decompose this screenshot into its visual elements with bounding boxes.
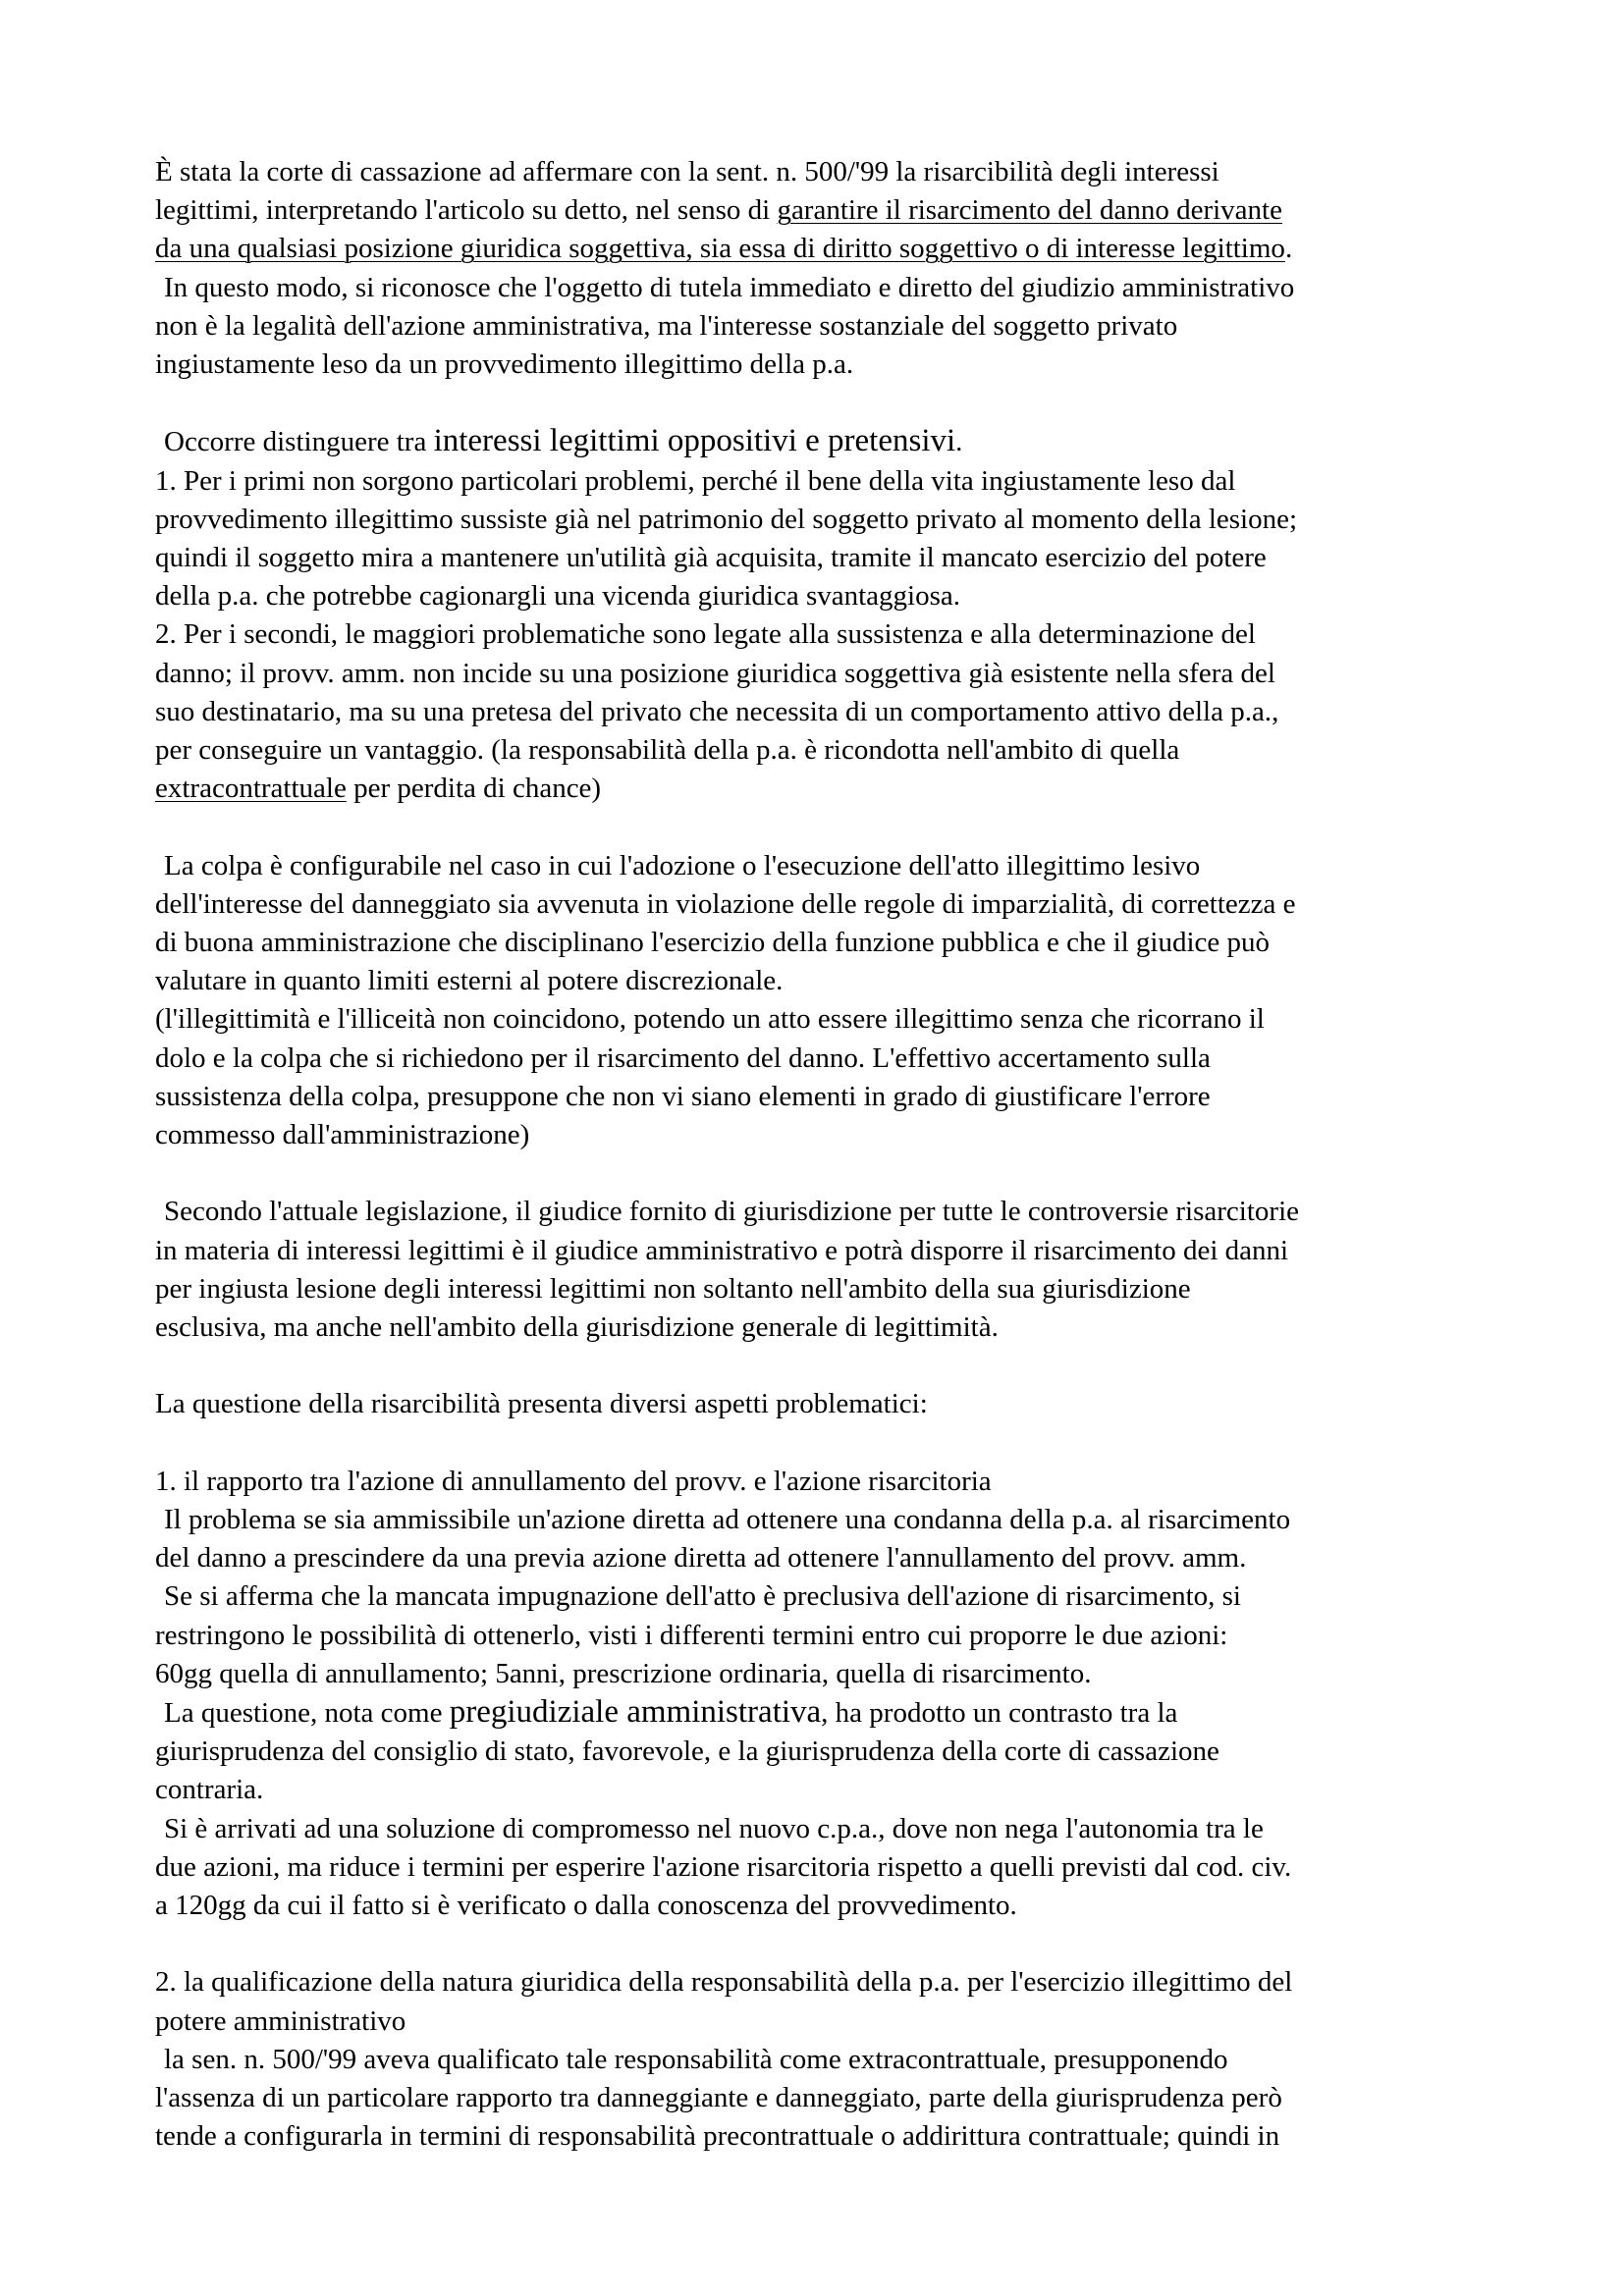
text-line: Si è arrivati ad una soluzione di compromesso nel nuovo c.p.a., dove non nega l'autonomia tra le [164, 1812, 1264, 1844]
paragraph-responsabilita [155, 1963, 1477, 2156]
text-line: valutare in quanto limiti esterni al potere discrezionale. [155, 965, 784, 997]
text-line [155, 230, 1477, 268]
text-line: l'assenza di un particolare rapporto tra danneggiante e danneggiato, parte della giurisprudenza però [155, 2082, 1282, 2114]
paragraph-spacer [155, 1347, 1477, 1385]
text-line: suo destinatario, ma su una pretesa del privato che necessita di un comportamento attivo della p.a., [155, 695, 1279, 727]
paragraph-cassazione [155, 153, 1477, 384]
text-line: provvedimento illegittimo sussiste già nel patrimonio del soggetto privato al momento della lesione; [155, 503, 1298, 535]
text-line: sussistenza della colpa, presuppone che non vi siano elementi in grado di giustificare l'errore [155, 1080, 1211, 1112]
paragraph-spacer [155, 1925, 1477, 1963]
emphasized-text: interessi legittimi oppositivi e pretensivi [433, 423, 956, 459]
text-line: 2. la qualificazione della natura giuridica della responsabilità della p.a. per l'esercizio illegittimo del [155, 1966, 1293, 1999]
text-line: 1. Per i primi non sorgono particolari problemi, perché il bene della vita ingiustamente leso dal [155, 464, 1236, 497]
text-line [155, 191, 1477, 230]
text-run: , ha prodotto un contrasto tra la [821, 1697, 1178, 1730]
text-line: due azioni, ma riduce i termini per esperire l'azione risarcitoria rispetto a quelli previsti dal cod. civ. [155, 1850, 1292, 1883]
paragraph-giurisdizione [155, 1193, 1477, 1347]
text-line: per conseguire un vantaggio. (la responsabilità della p.a. è ricondotta nell'ambito di quella [155, 734, 1180, 767]
text-line: Il problema se sia ammissibile un'azione diretta ad ottenere una condanna della p.a. al risarcimento [164, 1504, 1291, 1536]
text-line: La questione della risarcibilità presenta diversi aspetti problematici: [155, 1388, 928, 1420]
text-line: ingiustamente leso da un provvedimento illegittimo della p.a. [155, 348, 854, 381]
text-line: La colpa è configurabile nel caso in cui l'adozione o l'esecuzione dell'atto illegittimo lesivo [164, 849, 1201, 881]
text-line: 1. il rapporto tra l'azione di annullamento del provv. e l'azione risarcitoria [155, 1465, 992, 1497]
paragraph-pregiudiziale [155, 1463, 1477, 1925]
text-line: a 120gg da cui il fatto si è verificato o dalla conoscenza del provvedimento. [155, 1890, 1017, 1922]
underlined-text: garantire il risarcimento del danno derivante [777, 194, 1282, 227]
text-line: giurisprudenza del consiglio di stato, favorevole, e la giurisprudenza della corte di cassazione [155, 1735, 1219, 1768]
paragraph-spacer [155, 384, 1477, 422]
document-body [155, 153, 1477, 2156]
text-line: Se si afferma che la mancata impugnazione dell'atto è preclusiva dell'azione di risarcimento, si [164, 1580, 1241, 1613]
text-line: in materia di interessi legittimi è il giudice amministrativo e potrà disporre il risarcimento dei danni [155, 1234, 1289, 1266]
text-line: tende a configurarla in termini di responsabilità precontrattuale o addirittura contrattuale; quindi in [155, 2120, 1280, 2153]
text-line: contraria. [155, 1774, 264, 1806]
underlined-text: extracontrattuale [155, 773, 347, 805]
text-run: per perdita di chance) [346, 773, 602, 805]
paragraph-spacer [155, 808, 1477, 846]
text-line: Secondo l'attuale legislazione, il giudice fornito di giurisdizione per tutte le controversie risarcitorie [164, 1196, 1299, 1228]
text-line: della p.a. che potrebbe cagionargli una vicenda giuridica svantaggiosa. [155, 580, 961, 613]
text-line: 2. Per i secondi, le maggiori problematiche sono legate alla sussistenza e alla determinazione del [155, 618, 1256, 651]
text-run: legittimi, interpretando l'articolo su detto, nel senso di [155, 194, 778, 227]
emphasized-text: pregiudiziale amministrativa [449, 1694, 822, 1731]
text-line [155, 1693, 1477, 1733]
text-line: di buona amministrazione che disciplinano l'esercizio della funzione pubblica e che il giudice può [155, 927, 1271, 959]
text-line: potere amministrativo [155, 2004, 406, 2037]
paragraph-interessi [155, 422, 1477, 808]
paragraph-spacer [155, 1424, 1477, 1463]
text-line: (l'illegittimità e l'illiceità non coincidono, potendo un atto essere illegittimo senza che ricorrano il [155, 1003, 1265, 1036]
paragraph-questione [155, 1385, 1477, 1423]
text-line: È stata la corte di cassazione ad affermare con la sent. n. 500/'99 la risarcibilità degli interessi [155, 156, 1219, 187]
text-run: La questione, nota come [164, 1697, 450, 1730]
text-line: 60gg quella di annullamento; 5anni, prescrizione ordinaria, quella di risarcimento. [155, 1657, 1092, 1689]
text-line: In questo modo, si riconosce che l'oggetto di tutela immediato e diretto del giudizio amministrativo [164, 271, 1295, 303]
text-run: . [955, 426, 963, 458]
text-line: dell'interesse del danneggiato sia avvenuta in violazione delle regole di imparzialità, di correttezza e [155, 887, 1296, 920]
text-line: esclusiva, ma anche nell'ambito della giurisdizione generale di legittimità. [155, 1311, 999, 1344]
text-line: per ingiusta lesione degli interessi legittimi non soltanto nell'ambito della sua giurisdizione [155, 1272, 1191, 1305]
text-line: commesso dall'amministrazione) [155, 1119, 530, 1151]
text-line [155, 422, 1477, 461]
text-line: restringono le possibilità di ottenerlo, visti i differenti termini entro cui proporre le due azioni: [155, 1619, 1228, 1651]
text-line: la sen. n. 500/'99 aveva qualificato tale responsabilità come extracontrattuale, presupponendo [164, 2043, 1228, 2075]
text-run: . [1284, 233, 1293, 265]
text-line: non è la legalità dell'azione amministrativa, ma l'interesse sostanziale del soggetto privato [155, 309, 1178, 342]
paragraph-colpa [155, 847, 1477, 1155]
paragraph-spacer [155, 1154, 1477, 1193]
text-line: danno; il provv. amm. non incide su una posizione giuridica soggettiva già esistente nella sfera del [155, 657, 1275, 689]
underlined-text: da una qualsiasi posizione giuridica soggettiva, sia essa di diritto soggettivo o di interesse legittimo [155, 233, 1285, 265]
text-line: quindi il soggetto mira a mantenere un'utilità già acquisita, tramite il mancato esercizio del potere [155, 542, 1267, 574]
text-line: dolo e la colpa che si richiedono per il risarcimento del danno. L'effettivo accertamento sulla [155, 1041, 1211, 1074]
text-line [155, 770, 1477, 808]
text-line: del danno a prescindere da una previa azione diretta ad ottenere l'annullamento del provv. amm. [155, 1542, 1247, 1575]
text-run: Occorre distinguere tra [164, 426, 434, 458]
